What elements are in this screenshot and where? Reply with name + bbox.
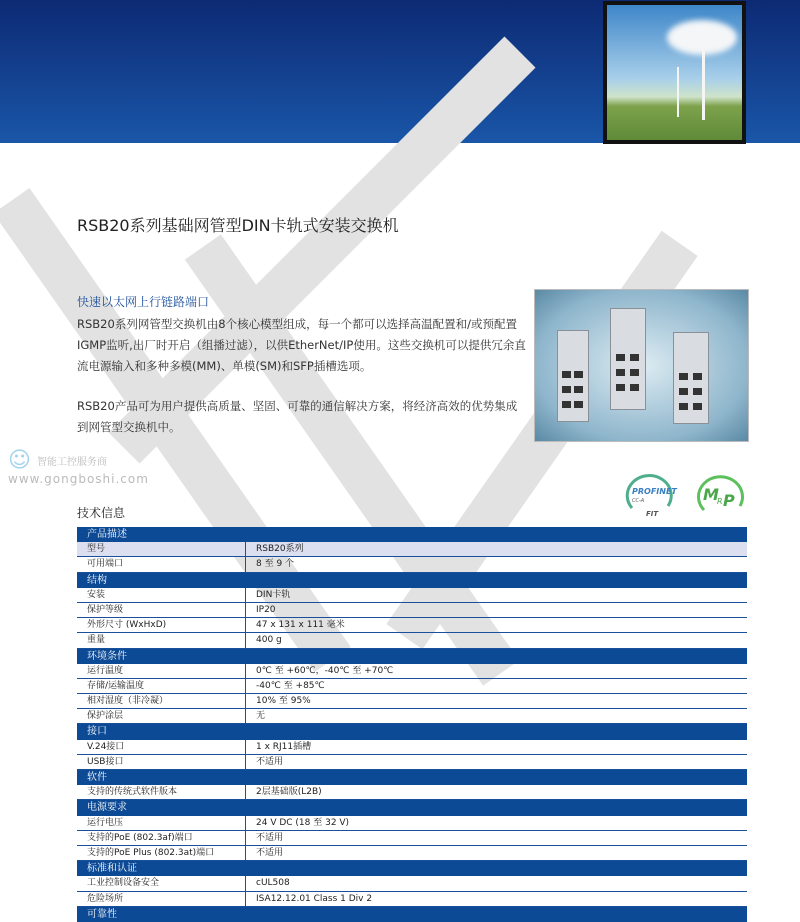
section-header: 环境条件 [77,649,747,664]
spec-value: 0℃ 至 +60℃，-40℃ 至 +70℃ [256,665,394,676]
spec-value: 不适用 [256,847,284,858]
table-row [77,603,747,618]
table-row [77,709,747,724]
svg-text:CC-A: CC-A [632,498,645,504]
spec-label: 外形尺寸 (WxHxD) [77,618,246,632]
watermark-tagline: 智能工控服务商 [36,456,107,468]
table-row [77,831,747,846]
section-header: 结构 [77,573,747,588]
section-subtitle: 快速以太网上行链路端口 [77,295,210,309]
spec-label: 运行电压 [77,816,246,830]
spec-label: USB接口 [77,755,246,769]
spec-label: 危险场所 [77,892,246,906]
section-header: 软件 [77,770,747,785]
spec-table [77,527,747,922]
gongboshi-watermark [8,448,308,486]
spec-label: 支持的传统式软件版本 [77,785,246,799]
spec-label: 存储/运输温度 [77,679,246,693]
section-header: 电源要求 [77,800,747,815]
spec-value: 不适用 [256,756,284,767]
table-row [77,876,747,891]
table-row [77,892,747,907]
table-row [77,694,747,709]
mrp-logo [692,470,748,518]
spec-label: 保护等级 [77,603,246,617]
table-row [77,846,747,861]
spec-label: 重量 [77,633,246,647]
spec-label: 工业控制设备安全 [77,876,246,890]
spec-value: 47 x 131 x 111 毫米 [256,620,345,631]
spec-label: 安装 [77,588,246,602]
spec-label: 支持的PoE Plus (802.3at)端口 [77,846,246,860]
spec-value: ISA12.12.01 Class 1 Div 2 [256,893,373,904]
spec-label: 相对湿度（非冷凝） [77,694,246,708]
svg-text:PROFINET: PROFINET [632,487,677,496]
spec-value: DIN卡轨 [256,589,291,600]
svg-text:FIT: FIT [646,510,659,518]
table-row [77,664,747,679]
spec-label: 保护涂层 [77,709,246,723]
spec-value: 不适用 [256,832,284,843]
description-paragraph: RSB20系列网管型交换机由8个核心模型组成，每一个都可以选择高温配置和/或预配置IGMP监听,出厂时开启（组播过滤），以供EtherNet/IP使用。这些交换机可以提供冗余直流电源输入和多种多模(MM)、单模(SM)和SFP插槽选项。 [77,317,526,373]
table-row [77,588,747,603]
spec-label: 运行温度 [77,664,246,678]
section-header: 可靠性 [77,907,747,922]
description-paragraph: RSB20产品可为用户提供高质量、坚固、可靠的通信解决方案，将经济高效的优势集成到网管型交换机中。 [77,399,518,434]
table-row [77,755,747,770]
spec-label: V.24接口 [77,740,246,754]
table-row [77,740,747,755]
spec-value: 8 至 9 个 [256,559,295,570]
spec-value: RSB20系列 [256,544,304,555]
profinet-logo [622,470,678,518]
spec-value: 无 [256,711,266,722]
svg-text:R: R [717,497,723,506]
product-photo [534,289,749,442]
spec-value: 10% 至 95% [256,696,311,707]
wind-turbine-photo [603,1,746,144]
mascot-icon: ☺ [8,447,31,473]
table-row [77,785,747,800]
spec-value: 2层基础版(L2B) [256,787,322,798]
spec-label: 支持的PoE (802.3af)端口 [77,831,246,845]
spec-value: 1 x RJ11插槽 [256,741,312,752]
svg-text:P: P [723,491,735,510]
spec-label: 可用端口 [77,557,246,571]
tech-info-heading: 技术信息 [77,506,126,520]
table-row [77,542,747,557]
table-row [77,557,747,572]
table-row [77,816,747,831]
section-header: 产品描述 [77,527,747,542]
svg-text:M: M [703,485,719,504]
page-title: RSB20系列基础网管型DIN卡轨式安装交换机 [77,216,399,235]
spec-value: IP20 [256,604,276,615]
spec-value: 400 g [256,635,282,646]
table-row [77,618,747,633]
section-header: 接口 [77,724,747,739]
watermark-url: www.gongboshi.com [8,472,149,486]
spec-value: cUL508 [256,878,290,889]
spec-label: 型号 [77,542,246,556]
spec-value: 24 V DC (18 至 32 V) [256,817,350,828]
spec-value: -40℃ 至 +85℃ [256,680,325,691]
section-header: 标准和认证 [77,861,747,876]
table-row [77,633,747,648]
table-row [77,679,747,694]
